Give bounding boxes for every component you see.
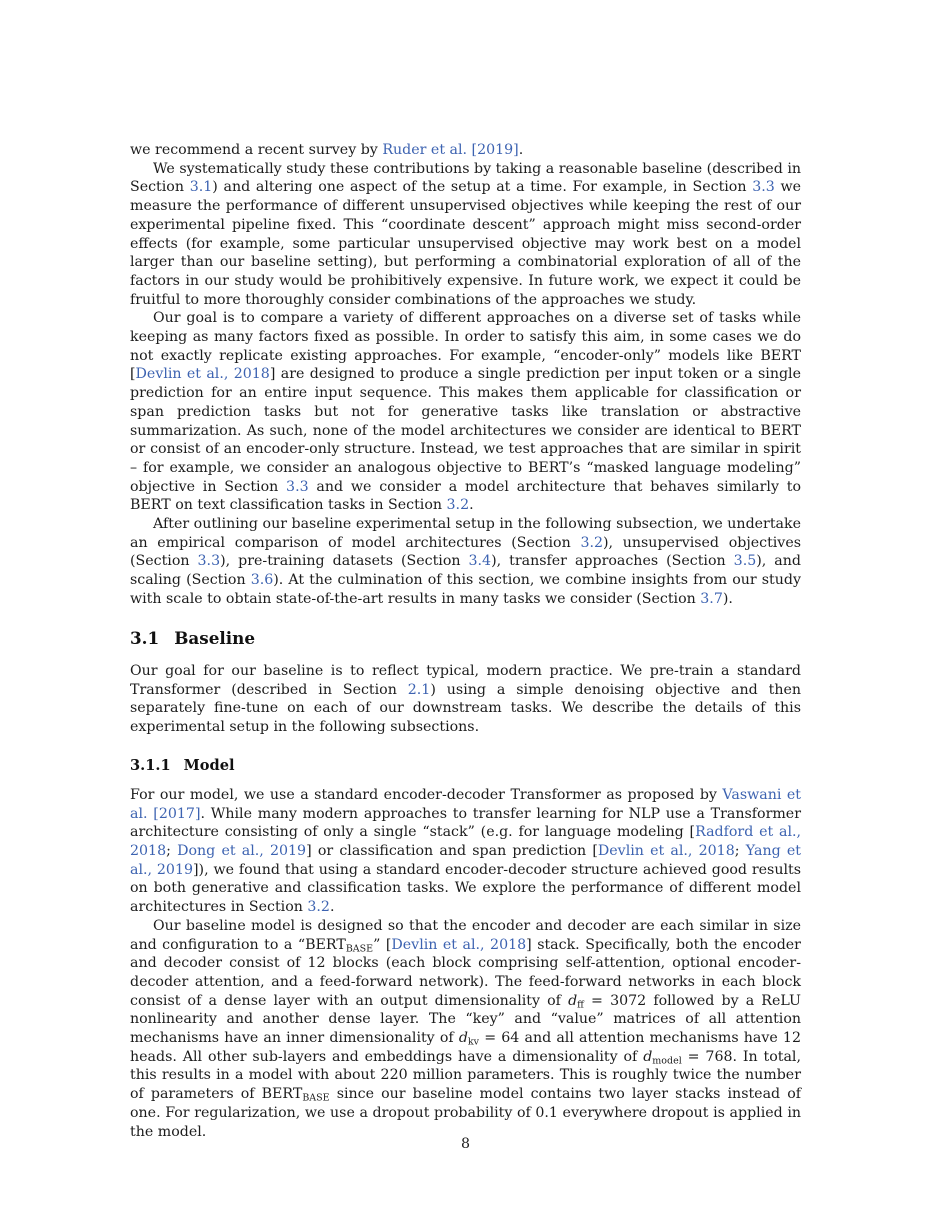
- body-text: ;: [166, 843, 178, 860]
- citation-link[interactable]: 3.2: [580, 534, 604, 551]
- paragraph-model-architecture: [130, 786, 801, 917]
- body-text: ] are designed to produce a single prediction per input token or a single prediction for an entire input sequence. This makes them applicable for classification or span prediction tasks but not for generative tasks like translation or abstractive summarization. As such, none of the model architectures we consider are identical to BERT or consist of an encoder-only structure. Instead, we test approaches that are similar in spirit – for example, we consider an analogous objective to BERT’s “masked language modeling” objective in Section: [130, 366, 801, 495]
- body-text: d: [643, 1048, 653, 1065]
- body-text: We systematically study these contributions by taking a reasonable baseline (described in Section: [130, 160, 801, 196]
- subsection-title: Model: [183, 756, 235, 774]
- citation-link[interactable]: 3.2: [446, 497, 470, 514]
- body-text: Our goal is to compare a variety of different approaches on a diverse set of tasks while keeping as many factors fixed as possible. In order to satisfy this aim, in some cases we do not exactly replicate existing approaches. For example, “encoder-only” models like BERT [: [130, 310, 801, 383]
- body-text: we recommend a recent survey by: [130, 142, 383, 158]
- paragraph-goal-compare: [130, 309, 801, 515]
- body-text: . While many modern approaches to transfer learning for NLP use a Transformer architecture consisting of only a single “stack” (e.g. for language modeling [: [130, 805, 801, 841]
- paragraph-systematic-study: [130, 160, 801, 310]
- body-text: and we consider a model architecture that behaves similarly to BERT on text classification tasks in Section: [130, 478, 801, 514]
- section-number: 3.1: [130, 627, 160, 648]
- body-text: ]), we found that using a standard encoder-decoder structure achieved good results on both generative and classification tasks. We explore the performance of different model architectures in Section: [130, 861, 801, 916]
- citation-link[interactable]: 2.1: [407, 681, 431, 698]
- citation-link[interactable]: Dong et al., 2019: [177, 843, 307, 860]
- citation-link[interactable]: 3.7: [700, 590, 723, 607]
- citation-link[interactable]: Radford et al., 2018: [130, 824, 802, 860]
- citation-link[interactable]: 3.4: [468, 553, 492, 570]
- citation-link[interactable]: Yang et al., 2019: [130, 843, 801, 878]
- body-text: .: [469, 497, 474, 514]
- body-text: ).: [722, 590, 733, 607]
- body-text: = 768. In total, this results in a model with about 220 million parameters. This is roughly twice the number of parameters of BERT: [130, 1048, 801, 1103]
- body-text: ” [: [373, 936, 392, 953]
- subscript-text: BASE: [302, 1092, 330, 1104]
- subscript-text: model: [652, 1055, 682, 1067]
- body-text: For our model, we use a standard encoder-decoder Transformer as proposed by: [130, 786, 723, 803]
- subscript-text: BASE: [345, 943, 374, 955]
- body-text: since our baseline model contains two layer stacks instead of one. For regularization, we use a dropout probability of 0.1 everywhere dropout is applied in the model.: [130, 1086, 801, 1140]
- citation-link[interactable]: Devlin et al., 2018: [597, 843, 735, 860]
- body-text: Our goal for our baseline is to reflect typical, modern practice. We pre-train a standard Transformer (described in Section: [130, 663, 801, 698]
- body-text: d: [458, 1030, 468, 1047]
- citation-link[interactable]: 3.2: [307, 899, 330, 916]
- citation-link[interactable]: 3.5: [733, 553, 757, 570]
- citation-link[interactable]: 3.3: [286, 478, 309, 495]
- page-footer: [130, 1136, 801, 1152]
- body-text: we measure the performance of different unsupervised objectives while keeping the rest of our experimental pipeline fixed. This “coordinate descent” approach might miss second-order effects (for example, some particular unsupervised objective may work best on a model larger than our baseline setting), but performing a combinatorial exploration of all of the factors in our study would be prohibitively expensive. In future work, we expect it could be fruitful to more thoroughly consider combinations of the approaches we study.: [130, 179, 801, 308]
- body-text: .: [518, 142, 524, 158]
- section-title: Baseline: [174, 627, 256, 648]
- paragraph-survey: [130, 141, 801, 160]
- body-text: ), unsupervised objectives (Section: [130, 534, 801, 570]
- subsection-heading-model: [130, 758, 801, 774]
- body-text: = 64 and all attention mechanisms have 12 heads. All other sub-layers and embeddings have a dimensionality of: [130, 1030, 801, 1065]
- citation-link[interactable]: Vaswani et al. [2017]: [130, 786, 801, 822]
- citation-link[interactable]: Devlin et al., 2018: [391, 936, 527, 953]
- subscript-text: kv: [467, 1036, 480, 1048]
- paragraph-outline: [130, 515, 801, 609]
- subsection-number: 3.1.1: [130, 756, 171, 774]
- body-text: ] stack. Specifically, both the encoder and decoder consist of 12 blocks (each block comprising self-attention, optional encoder-decoder attention, and a feed-forward network). The feed-forward networks in each block consist of a dense layer with an output dimensionality of: [130, 936, 801, 1009]
- body-text: .: [329, 899, 335, 916]
- page-body: [130, 141, 801, 1141]
- body-text: ), pre-training datasets (Section: [220, 553, 469, 570]
- citation-link[interactable]: 3.6: [250, 572, 274, 589]
- body-text: ;: [734, 843, 746, 860]
- body-text: Our baseline model is designed so that the encoder and decoder are each similar in size and configuration to a “BERT: [130, 917, 801, 953]
- citation-link[interactable]: 3.3: [752, 179, 775, 196]
- body-text: ). At the culmination of this section, we combine insights from our study with scale to obtain state-of-the-art results in many tasks we consider (Section: [130, 572, 801, 607]
- body-text: ) using a simple denoising objective and then separately fine-tune on each of our downstream tasks. We describe the details of this experimental setup in the following subsections.: [130, 681, 801, 736]
- paragraph-baseline-model-details: [130, 917, 801, 1141]
- body-text: = 3072 followed by a ReLU nonlinearity and another dense layer. The “key” and “value” matrices of all attention mechanisms have an inner dimensionality of: [130, 992, 801, 1047]
- subscript-text: ff: [577, 999, 584, 1011]
- body-text: After outlining our baseline experimental setup in the following subsection, we undertake an empirical comparison of model architectures (Section: [130, 516, 801, 551]
- citation-link[interactable]: Ruder et al. [2019]: [382, 142, 519, 158]
- citation-link[interactable]: Devlin et al., 2018: [135, 366, 270, 383]
- body-text: d: [568, 992, 578, 1009]
- citation-link[interactable]: 3.3: [197, 553, 221, 570]
- body-text: ) and altering one aspect of the setup at a time. For example, in Section: [212, 179, 753, 196]
- body-text: ), and scaling (Section: [130, 553, 801, 589]
- body-text: ] or classification and span prediction [: [306, 843, 598, 860]
- citation-link[interactable]: 3.1: [189, 179, 213, 196]
- paragraph-baseline-goal: [130, 662, 801, 737]
- section-heading-baseline: [130, 629, 801, 647]
- body-text: ), transfer approaches (Section: [491, 553, 734, 570]
- page-number: 8: [460, 1136, 471, 1152]
